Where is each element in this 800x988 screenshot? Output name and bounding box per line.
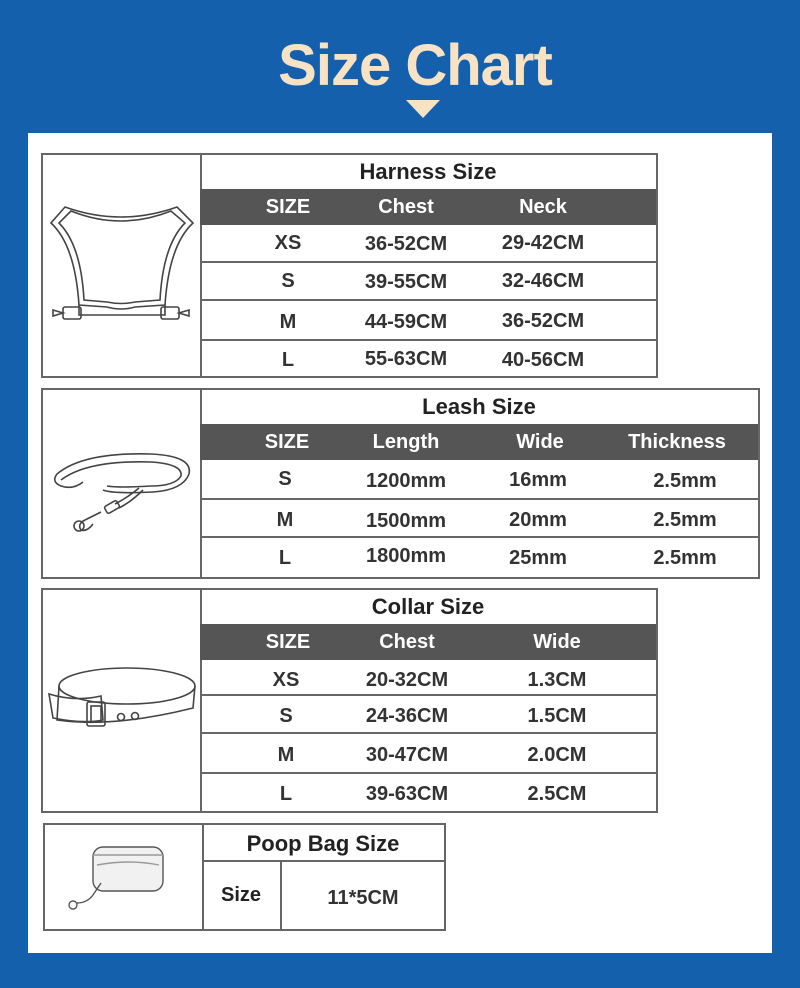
harness-cell: 44-59CM [364, 311, 448, 333]
poop-bag-caption: Poop Bag Size [202, 825, 444, 862]
table-row [200, 696, 656, 734]
table-row [200, 500, 758, 538]
leash-cell: 25mm [509, 547, 567, 569]
harness-section [41, 153, 658, 378]
harness-cell: 39-55CM [364, 271, 448, 293]
harness-header-size: SIZE [265, 196, 311, 218]
leash-image-cell [43, 390, 202, 577]
harness-header-row [200, 189, 656, 225]
leash-cell: 1500mm [365, 510, 447, 532]
leash-header-row [200, 424, 758, 460]
leash-cell: L [278, 547, 292, 569]
leash-caption: Leash Size [200, 390, 758, 426]
page-title: Size Chart [278, 33, 552, 98]
collar-caption: Collar Size [200, 590, 656, 626]
harness-cell: 32-46CM [501, 270, 585, 292]
collar-cell: M [277, 744, 295, 766]
collar-cell: XS [272, 669, 300, 691]
collar-cell: 2.5CM [527, 783, 587, 805]
poop-bag-value: 11*5CM [327, 887, 399, 909]
collar-cell: 24-36CM [365, 705, 449, 727]
harness-cell: XS [274, 232, 302, 254]
leash-cell: 2.5mm [653, 547, 717, 569]
collar-cell: 1.5CM [527, 705, 587, 727]
poop-bag-section [43, 823, 446, 931]
collar-cell: 1.3CM [527, 669, 587, 691]
leash-cell: S [278, 468, 292, 490]
leash-cell: 2.5mm [653, 470, 717, 492]
harness-cell: 29-42CM [501, 232, 585, 254]
leash-table [200, 390, 758, 577]
collar-icon [43, 590, 200, 811]
collar-cell: 20-32CM [365, 669, 449, 691]
table-row [200, 341, 656, 376]
collar-section [41, 588, 658, 813]
collar-header-chest: Chest [379, 631, 435, 653]
collar-image-cell [43, 590, 202, 811]
harness-header-chest: Chest [378, 196, 434, 218]
collar-table [200, 590, 656, 811]
collar-cell: 2.0CM [527, 744, 587, 766]
size-chart-panel [28, 133, 772, 953]
collar-cell: 39-63CM [365, 783, 449, 805]
collar-header-row [200, 624, 656, 660]
leash-cell: 20mm [509, 509, 567, 531]
leash-icon [43, 390, 200, 577]
title-arrow-icon [406, 100, 440, 118]
table-row [200, 460, 758, 500]
harness-cell: 55-63CM [364, 348, 448, 370]
poop-bag-image-cell [45, 825, 204, 929]
harness-icon [43, 155, 200, 376]
leash-header-wide: Wide [516, 431, 564, 453]
leash-cell: 16mm [509, 469, 567, 491]
collar-header-size: SIZE [265, 631, 311, 653]
table-row [200, 734, 656, 774]
collar-header-wide: Wide [533, 631, 581, 653]
harness-cell: 40-56CM [501, 349, 585, 371]
leash-header-length: Length [372, 431, 440, 453]
leash-cell: 2.5mm [653, 509, 717, 531]
harness-cell: M [279, 311, 297, 333]
leash-cell: 1200mm [365, 470, 447, 492]
leash-section [41, 388, 760, 579]
harness-header-neck: Neck [519, 196, 567, 218]
leash-header-size: SIZE [264, 431, 310, 453]
harness-cell: L [281, 349, 295, 371]
harness-cell: 36-52CM [501, 310, 585, 332]
poop-bag-icon [45, 825, 202, 929]
table-row [200, 263, 656, 301]
poop-bag-label: Size [202, 862, 282, 929]
table-row [200, 660, 656, 696]
leash-cell: M [276, 509, 294, 531]
poop-bag-table [202, 825, 444, 929]
harness-cell: 36-52CM [364, 233, 448, 255]
table-row [200, 225, 656, 263]
table-row [200, 301, 656, 341]
table-row [200, 774, 656, 811]
collar-cell: 30-47CM [365, 744, 449, 766]
harness-table [200, 155, 656, 376]
harness-cell: S [281, 270, 295, 292]
table-row [200, 538, 758, 577]
leash-cell: 1800mm [365, 545, 447, 567]
harness-caption: Harness Size [200, 155, 656, 191]
leash-header-thickness: Thickness [628, 431, 726, 453]
collar-cell: L [279, 783, 293, 805]
harness-image-cell [43, 155, 202, 376]
collar-cell: S [279, 705, 293, 727]
